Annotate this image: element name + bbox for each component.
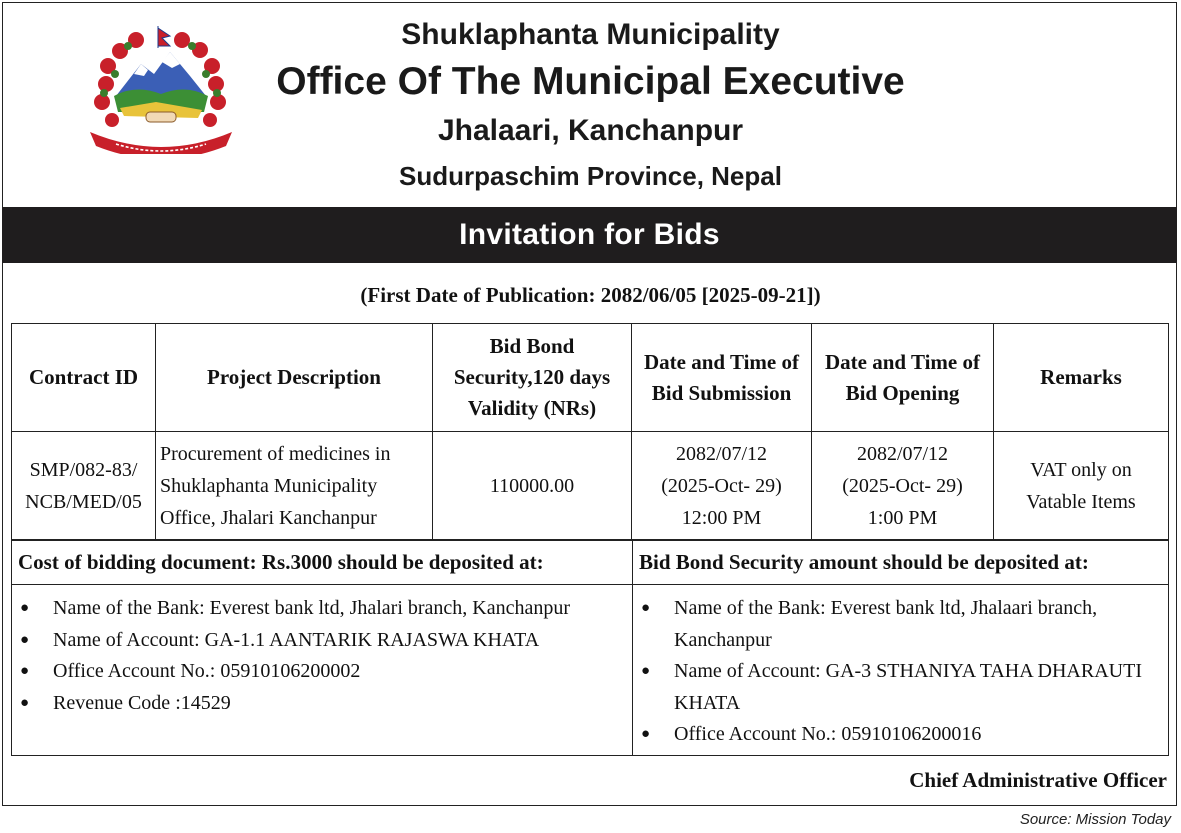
bidding-document-account-list bbox=[18, 593, 626, 719]
bid-table bbox=[11, 323, 1169, 540]
list-item: ● Name of Account: GA-3 STHANIYA TAHA DHARAUTI KHATA bbox=[639, 656, 1162, 719]
header-remarks: Remarks bbox=[994, 324, 1169, 432]
cell-bid-bond-amount: 110000.00 bbox=[433, 432, 632, 540]
description-line: Shuklaphanta Municipality bbox=[160, 474, 378, 497]
header-opening-line: Bid Opening bbox=[845, 380, 960, 405]
publication-date: (First Date of Publication: 2082/06/05 [2025-09-21]) bbox=[360, 283, 821, 307]
header-bid-bond bbox=[433, 324, 632, 432]
source-credit: Source: Mission Today bbox=[1019, 811, 1171, 828]
list-item: ● Name of the Bank: Everest bank ltd, Jhalari branch, Kanchanpur bbox=[18, 593, 626, 625]
header-project-description: Project Description bbox=[156, 324, 433, 432]
municipality-name: Shuklaphanta Municipality bbox=[401, 18, 780, 51]
remarks-line: VAT only on bbox=[1030, 458, 1132, 481]
contract-id-line: NCB/MED/05 bbox=[25, 490, 142, 513]
cell-submission bbox=[632, 432, 812, 540]
list-item: ● Name of the Bank: Everest bank ltd, Jhalaari branch, Kanchanpur bbox=[639, 593, 1162, 656]
deposit-table bbox=[11, 540, 1169, 756]
header-opening bbox=[812, 324, 994, 432]
cell-opening bbox=[812, 432, 994, 540]
list-item: ● Name of Account: GA-1.1 AANTARIK RAJASWA KHATA bbox=[18, 625, 626, 657]
header-bid-bond-line: Validity (NRs) bbox=[467, 396, 597, 420]
description-line: Procurement of medicines in bbox=[160, 442, 391, 465]
table-header-row bbox=[12, 324, 1169, 432]
header-submission-line: Date and Time of bbox=[644, 349, 799, 374]
list-item: ● Office Account No.: 05910106200002 bbox=[18, 656, 626, 688]
table-row bbox=[12, 432, 1169, 540]
header-submission bbox=[632, 324, 812, 432]
office-location: Jhalaari, Kanchanpur bbox=[437, 114, 744, 147]
opening-date-ad: (2025-Oct- 29) bbox=[842, 474, 963, 497]
bid-bond-account-list bbox=[639, 593, 1162, 751]
header-contract-id: Contract ID bbox=[12, 324, 156, 432]
signatory-title: Chief Administrative Officer bbox=[909, 768, 1167, 792]
cell-project-description bbox=[156, 432, 433, 540]
bid-bond-account-details bbox=[633, 585, 1169, 756]
header-bid-bond-line: Bid Bond bbox=[489, 334, 575, 358]
submission-date: 2082/07/12 bbox=[675, 442, 768, 465]
header-bid-bond-line: Security,120 days bbox=[453, 365, 611, 389]
list-item: ● Revenue Code :14529 bbox=[18, 688, 626, 720]
opening-date: 2082/07/12 bbox=[856, 442, 949, 465]
bidding-document-cost-heading: Cost of bidding document: Rs.3000 should be deposited at: bbox=[12, 541, 633, 585]
bid-bond-deposit-heading: Bid Bond Security amount should be deposited at: bbox=[633, 541, 1169, 585]
remarks-line: Vatable Items bbox=[1026, 490, 1136, 513]
submission-date-ad: (2025-Oct- 29) bbox=[661, 474, 782, 497]
contract-id-line: SMP/082-83/ bbox=[29, 458, 138, 481]
office-title: Office Of The Municipal Executive bbox=[276, 60, 905, 103]
header-opening-line: Date and Time of bbox=[825, 349, 980, 374]
opening-time: 1:00 PM bbox=[867, 506, 938, 529]
list-item: ● Office Account No.: 05910106200016 bbox=[639, 719, 1162, 751]
invitation-banner: Invitation for Bids bbox=[2, 207, 1177, 263]
header-submission-line: Bid Submission bbox=[651, 380, 792, 405]
submission-time: 12:00 PM bbox=[681, 506, 762, 529]
province-name: Sudurpaschim Province, Nepal bbox=[399, 161, 782, 191]
bidding-document-account-details bbox=[12, 585, 633, 756]
cell-contract-id bbox=[12, 432, 156, 540]
deposit-heading-row bbox=[12, 541, 1169, 585]
cell-remarks bbox=[994, 432, 1169, 540]
description-line: Office, Jhalari Kanchanpur bbox=[160, 506, 377, 529]
deposit-body-row bbox=[12, 585, 1169, 756]
